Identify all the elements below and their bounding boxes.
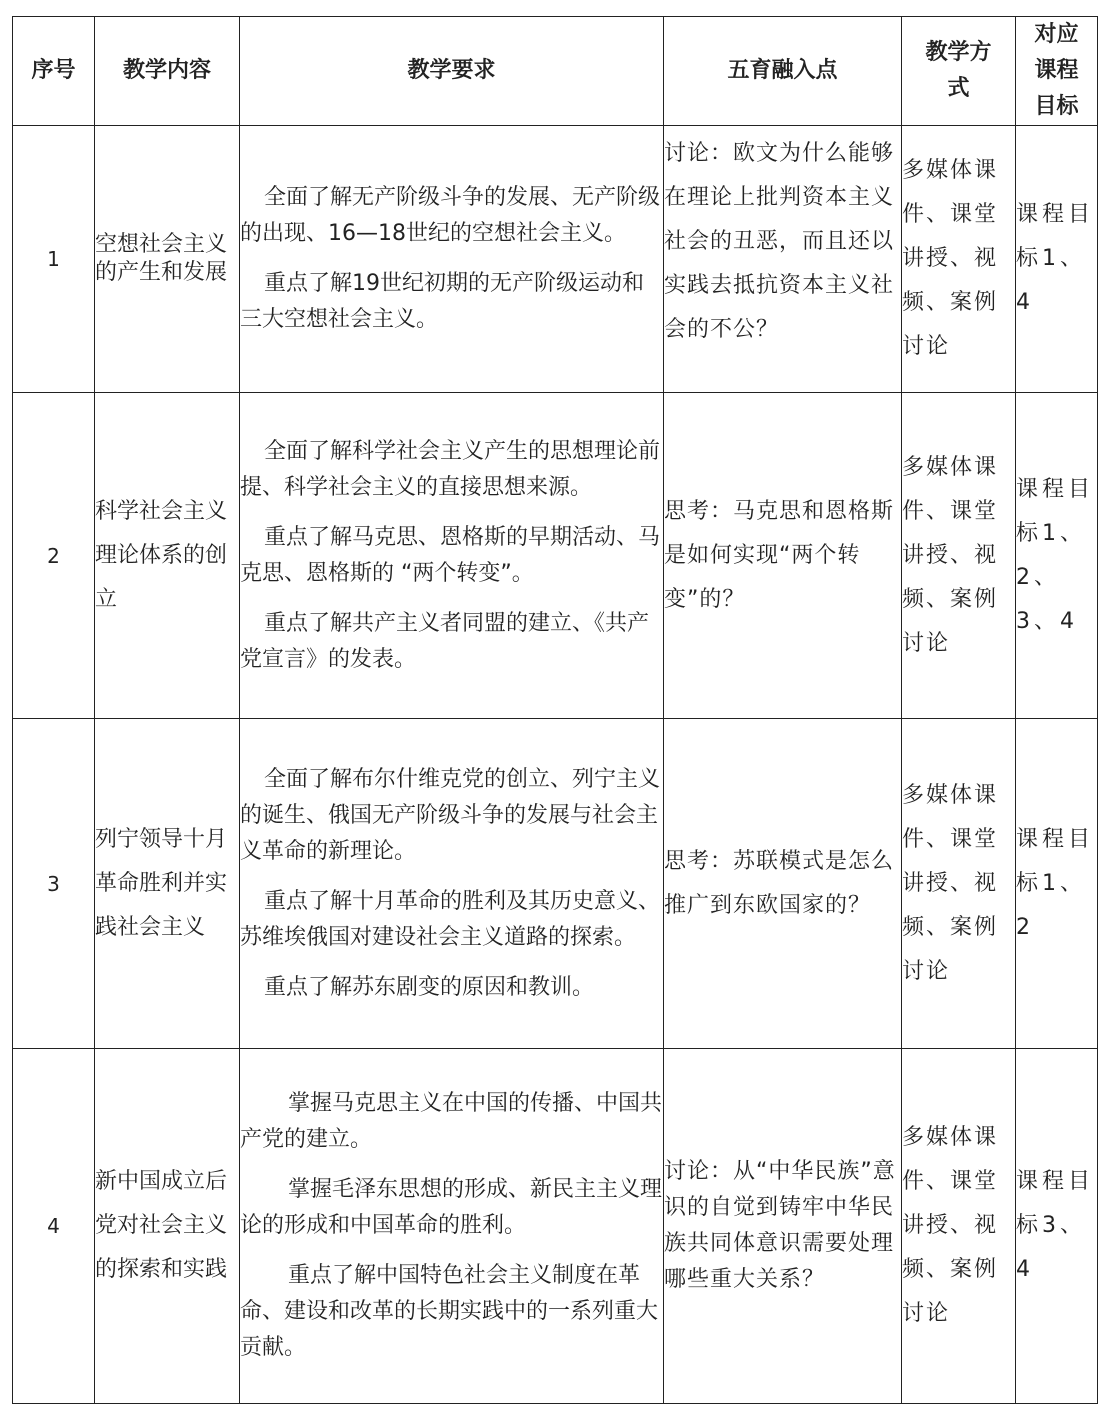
row-seq: 1 — [13, 126, 95, 393]
row-content: 新中国成立后党对社会主义的探索和实践 — [95, 1049, 240, 1404]
requirement-item: 重点了解中国特色社会主义制度在革命、建设和改革的长期实践中的一系列重大贡献。 — [240, 1263, 659, 1360]
row-requirements — [240, 126, 664, 393]
requirement-item: 重点了解十月革命的胜利及其历史意义、苏维埃俄国对建设社会主义道路的探索。 — [240, 888, 661, 950]
header-method: 教学方式 — [902, 17, 1016, 126]
table-row — [13, 393, 1098, 719]
row-content: 列宁领导十月革命胜利并实践社会主义 — [95, 719, 240, 1049]
row-goal: 课程目标3、4 — [1016, 1049, 1098, 1404]
header-requirement: 教学要求 — [240, 17, 664, 126]
row-method: 多媒体课件、课堂讲授、视频、案例讨论 — [902, 1049, 1016, 1404]
row-goal: 课程目标1、2、3、4 — [1016, 393, 1098, 719]
row-method: 多媒体课件、课堂讲授、视频、案例讨论 — [902, 126, 1016, 393]
row-seq: 2 — [13, 393, 95, 719]
requirement-item: 全面了解布尔什维克党的创立、列宁主义的诞生、俄国无产阶级斗争的发展与社会主义革命的新理论。 — [240, 766, 661, 864]
header-point: 五育融入点 — [664, 17, 902, 126]
header-content: 教学内容 — [95, 17, 240, 126]
row-point: 讨论：从“中华民族”意识的自觉到铸牢中华民族共同体意识需要处理哪些重大关系？ — [664, 1049, 902, 1404]
header-seq: 序号 — [13, 17, 95, 126]
row-point: 思考：苏联模式是怎么推广到东欧国家的？ — [664, 719, 902, 1049]
row-seq: 3 — [13, 719, 95, 1049]
requirement-item: 全面了解科学社会主义产生的思想理论前提、科学社会主义的直接思想来源。 — [240, 438, 661, 500]
requirement-item: 重点了解共产主义者同盟的建立、《共产党宣言》的发表。 — [240, 610, 650, 672]
row-point: 讨论：欧文为什么能够在理论上批判资本主义社会的丑恶，而且还以实践去抵抗资本主义社会的不公？ — [664, 126, 902, 393]
row-requirements — [240, 1049, 664, 1404]
row-requirements — [240, 393, 664, 719]
requirement-item: 掌握马克思主义在中国的传播、中国共产党的建立。 — [240, 1091, 663, 1152]
table-row — [13, 1049, 1098, 1404]
row-point: 思考：马克思和恩格斯是如何实现“两个转变”的？ — [664, 393, 902, 719]
requirement-item: 掌握毛泽东思想的形成、新民主主义理论的形成和中国革命的胜利。 — [240, 1177, 663, 1238]
row-goal: 课程目标1、4 — [1016, 126, 1098, 393]
row-goal: 课程目标1、2 — [1016, 719, 1098, 1049]
requirement-item: 重点了解马克思、恩格斯的早期活动、马克思、恩格斯的 “两个转变”。 — [240, 524, 661, 586]
requirement-item: 重点了解19世纪初期的无产阶级运动和三大空想社会主义。 — [240, 271, 644, 332]
row-method: 多媒体课件、课堂讲授、视频、案例讨论 — [902, 719, 1016, 1049]
table-row — [13, 126, 1098, 393]
row-seq: 4 — [13, 1049, 95, 1404]
header-goal: 对应课程目标 — [1016, 17, 1098, 126]
row-content: 科学社会主义理论体系的创立 — [95, 393, 240, 719]
course-table — [12, 16, 1098, 1404]
requirement-item: 全面了解无产阶级斗争的发展、无产阶级的出现、16—18世纪的空想社会主义。 — [240, 185, 661, 246]
table-header-row — [13, 17, 1098, 126]
requirement-item: 重点了解苏东剧变的原因和教训。 — [264, 974, 595, 1000]
row-content: 空想社会主义的产生和发展 — [95, 126, 240, 393]
row-requirements — [240, 719, 664, 1049]
row-method: 多媒体课件、课堂讲授、视频、案例讨论 — [902, 393, 1016, 719]
table-row — [13, 719, 1098, 1049]
